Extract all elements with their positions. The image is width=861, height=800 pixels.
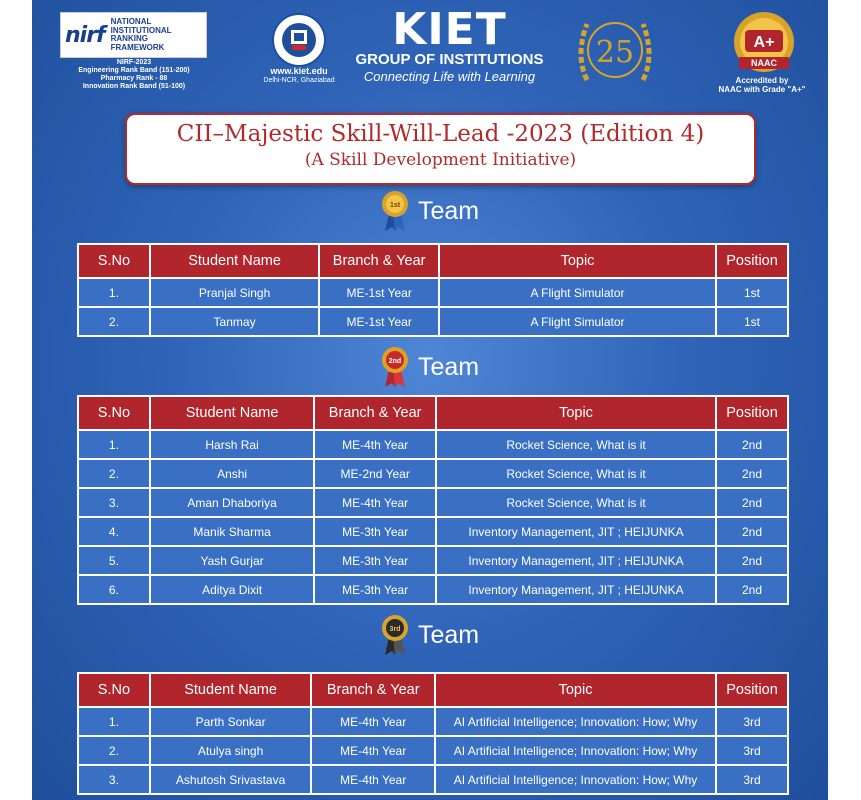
anniversary-number: 25 [595, 35, 635, 70]
table-row: 2. Anshi ME-2nd Year Rocket Science, What is it 2nd [78, 459, 788, 488]
table-row: 1. Harsh Rai ME-4th Year Rocket Science, What is it 2nd [78, 430, 788, 459]
nirf-logo: nirf [65, 22, 105, 48]
table-row: 1. Parth Sonkar ME-4th Year AI Artificial Intelligence; Innovation: How; Why 3rd [78, 707, 788, 736]
event-subtitle: (A Skill Development Initiative) [304, 150, 577, 170]
table-row: 2. Tanmay ME-1st Year A Flight Simulator 1st [78, 307, 788, 336]
nirf-logo-box [60, 12, 207, 58]
team-1-label: Team [418, 196, 480, 225]
table-header-row [78, 396, 788, 430]
team-1-heading [380, 191, 520, 231]
col-topic: Topic [435, 673, 716, 707]
table-row: 1. Pranjal Singh ME-1st Year A Flight Simulator 1st [78, 278, 788, 307]
team-3-label: Team [418, 620, 480, 649]
team-2-heading [380, 347, 520, 387]
kiet-emblem-icon [264, 12, 334, 68]
table-row: 2. Atulya singh ME-4th Year AI Artificial Intelligence; Innovation: How; Why 3rd [78, 736, 788, 765]
team-2-label: Team [418, 352, 480, 381]
col-branch-year: Branch & Year [314, 396, 436, 430]
header [32, 0, 828, 108]
anniversary-25-icon [567, 10, 663, 94]
col-position: Position [716, 396, 788, 430]
team-3-table [77, 672, 789, 795]
svg-text:1st: 1st [389, 202, 401, 209]
col-student-name: Student Name [150, 396, 315, 430]
table-row: 3. Aman Dhaboriya ME-4th Year Rocket Science, What is it 2nd [78, 488, 788, 517]
event-title-box [125, 113, 756, 185]
col-branch-year: Branch & Year [319, 244, 439, 278]
col-sno: S.No [78, 244, 150, 278]
col-position: Position [716, 244, 788, 278]
col-position: Position [716, 673, 788, 707]
nirf-ranks: NIRF-2023 Engineering Rank Band (151-200) Pharmacy Rank - 88 Innovation Rank Band (51-100) [78, 59, 190, 90]
col-branch-year: Branch & Year [311, 673, 435, 707]
second-place-medal-icon [380, 345, 410, 389]
svg-text:2nd: 2nd [388, 358, 402, 365]
col-student-name: Student Name [150, 673, 312, 707]
table-row: 6. Aditya Dixit ME-3th Year Inventory Management, JIT ; HEIJUNKA 2nd [78, 575, 788, 604]
table-row: 5. Yash Gurjar ME-3th Year Inventory Management, JIT ; HEIJUNKA 2nd [78, 546, 788, 575]
team-1-table [77, 243, 789, 337]
team-2-table [77, 395, 789, 605]
event-title: CII–Majestic Skill-Will-Lead -2023 (Edition 4) [176, 121, 705, 147]
nirf-full-name: NATIONAL INSTITUTIONAL RANKING FRAMEWORK [110, 17, 172, 52]
table-row: 4. Manik Sharma ME-3th Year Inventory Management, JIT ; HEIJUNKA 2nd [78, 517, 788, 546]
kiet-wordmark: KIET GROUP OF INSTITUTIONS Connecting Life with Learning [355, 4, 544, 84]
col-sno: S.No [78, 673, 150, 707]
kiet-website: www.kiet.edu Delhi-NCR, Ghaziabad [263, 66, 335, 84]
col-topic: Topic [436, 396, 716, 430]
naac-grade: A+ [753, 34, 775, 51]
gold-medal-icon [380, 189, 410, 233]
table-header-row [78, 673, 788, 707]
team-3-heading [380, 615, 520, 655]
col-student-name: Student Name [150, 244, 319, 278]
table-header-row [78, 244, 788, 278]
third-place-medal-icon [380, 613, 410, 657]
col-topic: Topic [439, 244, 716, 278]
svg-text:3rd: 3rd [389, 626, 401, 633]
naac-accreditation-text: Accredited by NAAC with Grade "A+" [718, 76, 806, 94]
col-sno: S.No [78, 396, 150, 430]
table-row: 3. Ashutosh Srivastava ME-4th Year AI Artificial Intelligence; Innovation: How; Why 3rd [78, 765, 788, 794]
naac-label: NAAC [751, 58, 777, 68]
